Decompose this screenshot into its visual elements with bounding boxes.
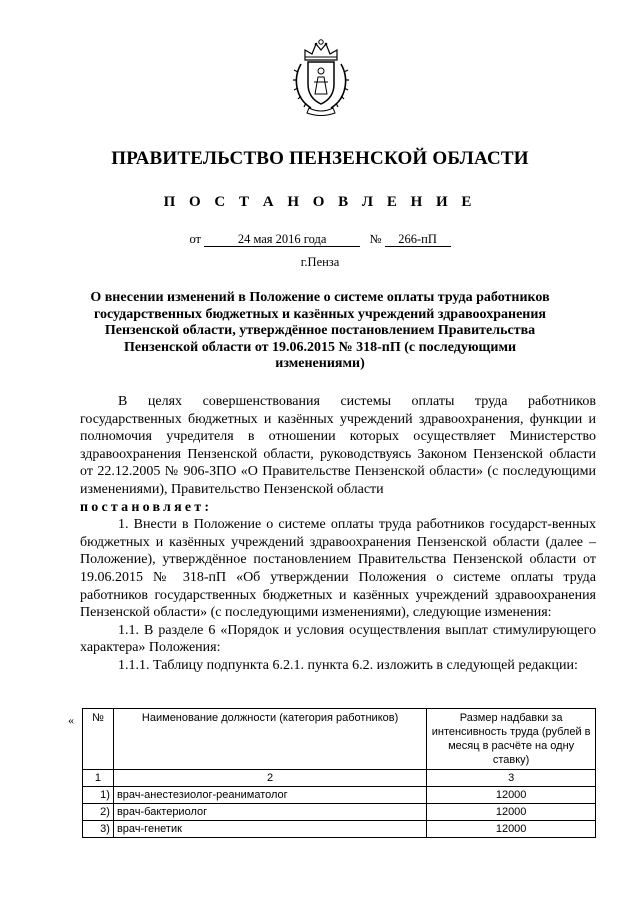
date-prefix: от (189, 232, 201, 246)
row-amount: 12000 (427, 804, 596, 821)
date-number-line (0, 232, 640, 247)
clause-1-1-paragraph: 1.1. В разделе 6 «Порядок и условия осуществления выплат стимулирующего характера» Положения: (80, 622, 596, 656)
city: г.Пенза (300, 255, 340, 269)
document-heading: О внесении изменений в Положение о системе оплаты труда работников государственных бюджетных и казённых учреждений здравоохранения Пензенской области, утверждённое постановлением Правительства Пензенской области от 19.06.2015 № 318-пП (с последующими изменениями) (90, 290, 550, 371)
numbering-cell: 2 (113, 770, 426, 787)
document-date: 24 мая 2016 года (204, 232, 360, 247)
numbering-cell: 1 (83, 770, 114, 787)
table-row (83, 821, 596, 838)
resolves-line (80, 499, 596, 517)
row-position: врач-генетик (113, 821, 426, 838)
table-numbering-row (83, 770, 596, 787)
table-header-row (83, 709, 596, 770)
header-number: № (83, 709, 114, 770)
row-position: врач-анестезиолог-реаниматолог (113, 787, 426, 804)
document-number: 266-пП (385, 232, 451, 247)
row-amount: 12000 (427, 821, 596, 838)
coat-of-arms-emblem (289, 38, 353, 116)
row-number: 2) (83, 804, 114, 821)
preamble-paragraph: В целях совершенствования системы оплаты труда работников государственных бюджетных и казённых учреждений здравоохранения, функции и полномочия учредителя в отношении которых осуществляет Министерство здравоохранения Пензенской области, руководствуясь Законом Пензенской области от 22.12.2005 № 906-ЗПО «О Правительстве Пензенской области» (с последующими изменениями), Правительство Пензенской области (80, 394, 596, 497)
opening-quote: « (68, 713, 74, 727)
numbering-cell: 3 (427, 770, 596, 787)
government-title: ПРАВИТЕЛЬСТВО ПЕНЗЕНСКОЙ ОБЛАСТИ (111, 148, 529, 169)
table-row (83, 787, 596, 804)
document-body (80, 393, 596, 675)
clause-1-1-1-paragraph: 1.1.1. Таблицу подпункта 6.2.1. пункта 6.2. изложить в следующей редакции: (118, 657, 578, 673)
clause-1-paragraph: 1. Внести в Положение о системе оплаты труда работников государст-венных бюджетных и казённых учреждений здравоохранения Пензенской области (далее – Положение), утверждённое постановлением Правительства Пензенской области от 19.06.2015 № 318-пП «Об утверждении Положения о системе оплаты труда работников государственных бюджетных и казённых учреждений здравоохранения Пензенской области» (с последующими изменениями), следующие изменения: (80, 517, 596, 621)
document-type: П О С Т А Н О В Л Е Н И Е (163, 194, 477, 210)
header-position: Наименование должности (категория работников) (113, 709, 426, 770)
table-row (83, 804, 596, 821)
row-number: 3) (83, 821, 114, 838)
row-position: врач-бактериолог (113, 804, 426, 821)
header-allowance: Размер надбавки за интенсивность труда (рублей в месяц в расчёте на одну ставку) (427, 709, 596, 770)
resolves-word: постановляет: (80, 499, 213, 515)
allowance-table (82, 708, 596, 838)
row-amount: 12000 (427, 787, 596, 804)
number-prefix: № (369, 232, 382, 246)
row-number: 1) (83, 787, 114, 804)
